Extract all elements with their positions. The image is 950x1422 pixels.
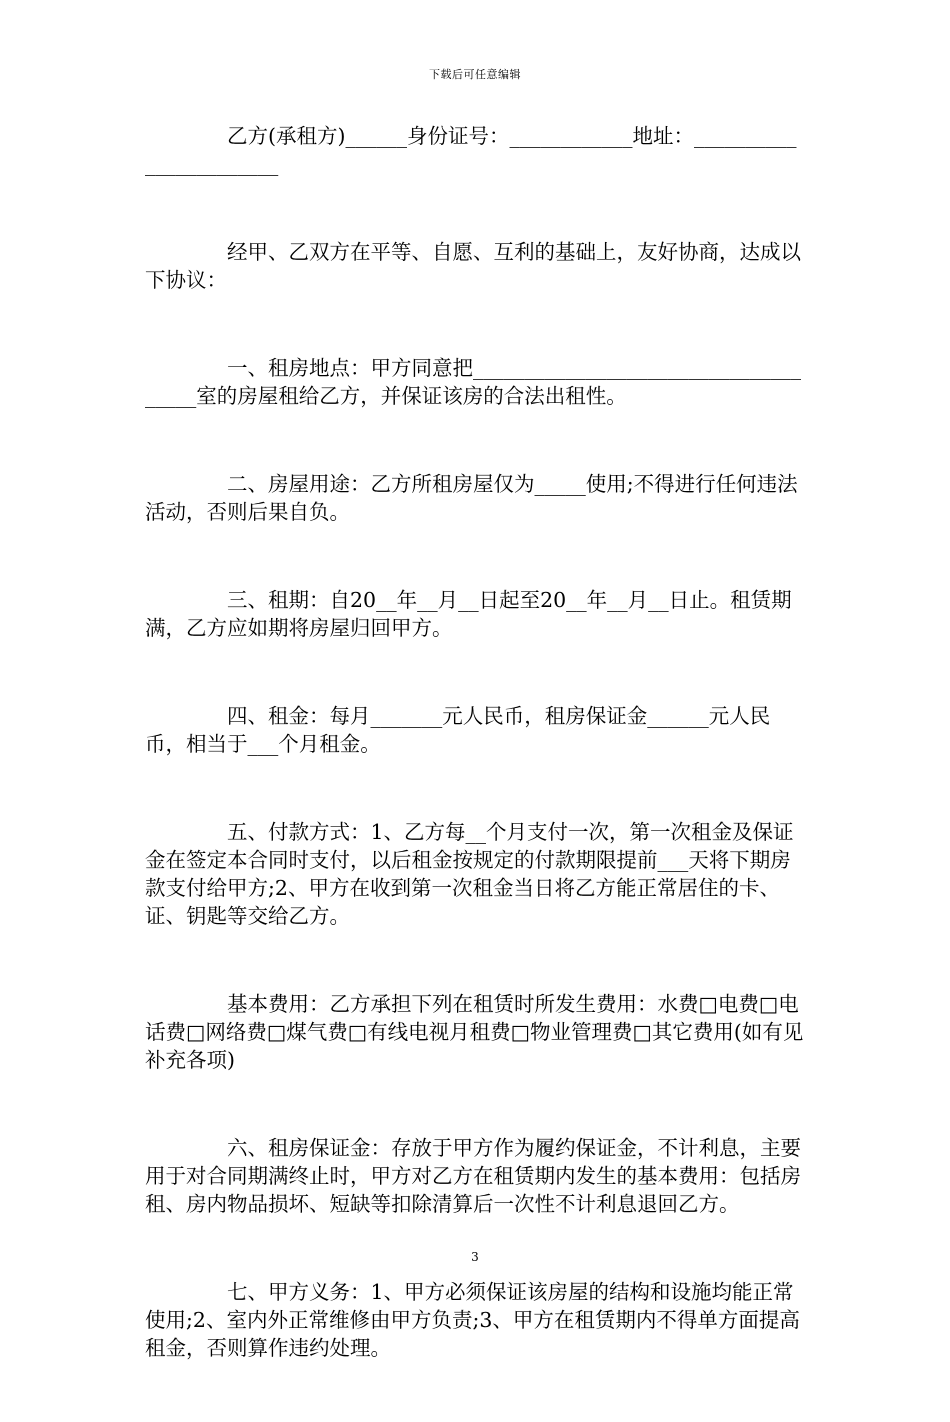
clause-party-a-obligations: 七、甲方义务：1、甲方必须保证该房屋的结构和设施均能正常使用;2、室内外正常维修由甲方负责;3、甲方在租赁期内不得单方面提高租金，否则算作违约处理。 — [145, 1280, 800, 1360]
document-body — [145, 122, 805, 1422]
clause-payment-method: 五、付款方式：1、乙方每__个月支付一次，第一次租金及保证金在签定本合同时支付，以后租金按规定的付款期限提前___天将下期房款支付给甲方;2、甲方在收到第一次租金当日将乙方能正常居住的卡、证、钥匙等交给乙方。 — [145, 820, 794, 928]
party-b-info: 乙方(承租方)______身份证号：____________地址：_______________________ — [145, 124, 797, 176]
agreement-preamble: 经甲、乙双方在平等、自愿、互利的基础上，友好协商，达成以下协议： — [145, 240, 801, 292]
clause-deposit: 六、租房保证金：存放于甲方作为履约保证金，不计利息，主要用于对合同期满终止时，甲方对乙方在租赁期内发生的基本费用：包括房租、房内物品损坏、短缺等扣除清算后一次性不计利息退回乙方。 — [145, 1136, 801, 1216]
page-header-note: 下载后可任意编辑 — [429, 68, 521, 81]
page-number: 3 — [471, 1250, 479, 1264]
clause-lease-term: 三、租期：自20__年__月__日起至20__年__月__日止。租赁期满，乙方应如期将房屋归回甲方。 — [145, 588, 792, 640]
clause-rent: 四、租金：每月_______元人民币，租房保证金______元人民币，相当于___个月租金。 — [145, 704, 771, 756]
clause-house-usage: 二、房屋用途：乙方所租房屋仅为_____使用;不得进行任何违法活动，否则后果自负。 — [145, 472, 798, 524]
clause-basic-fees: 基本费用：乙方承担下列在租赁时所发生费用：水费□电费□电话费□网络费□煤气费□有线电视月租费□物业管理费□其它费用(如有见补充各项) — [145, 992, 804, 1072]
clause-rental-location: 一、租房地点：甲方同意把_____________________________________室的房屋租给乙方，并保证该房的合法出租性。 — [145, 356, 801, 408]
